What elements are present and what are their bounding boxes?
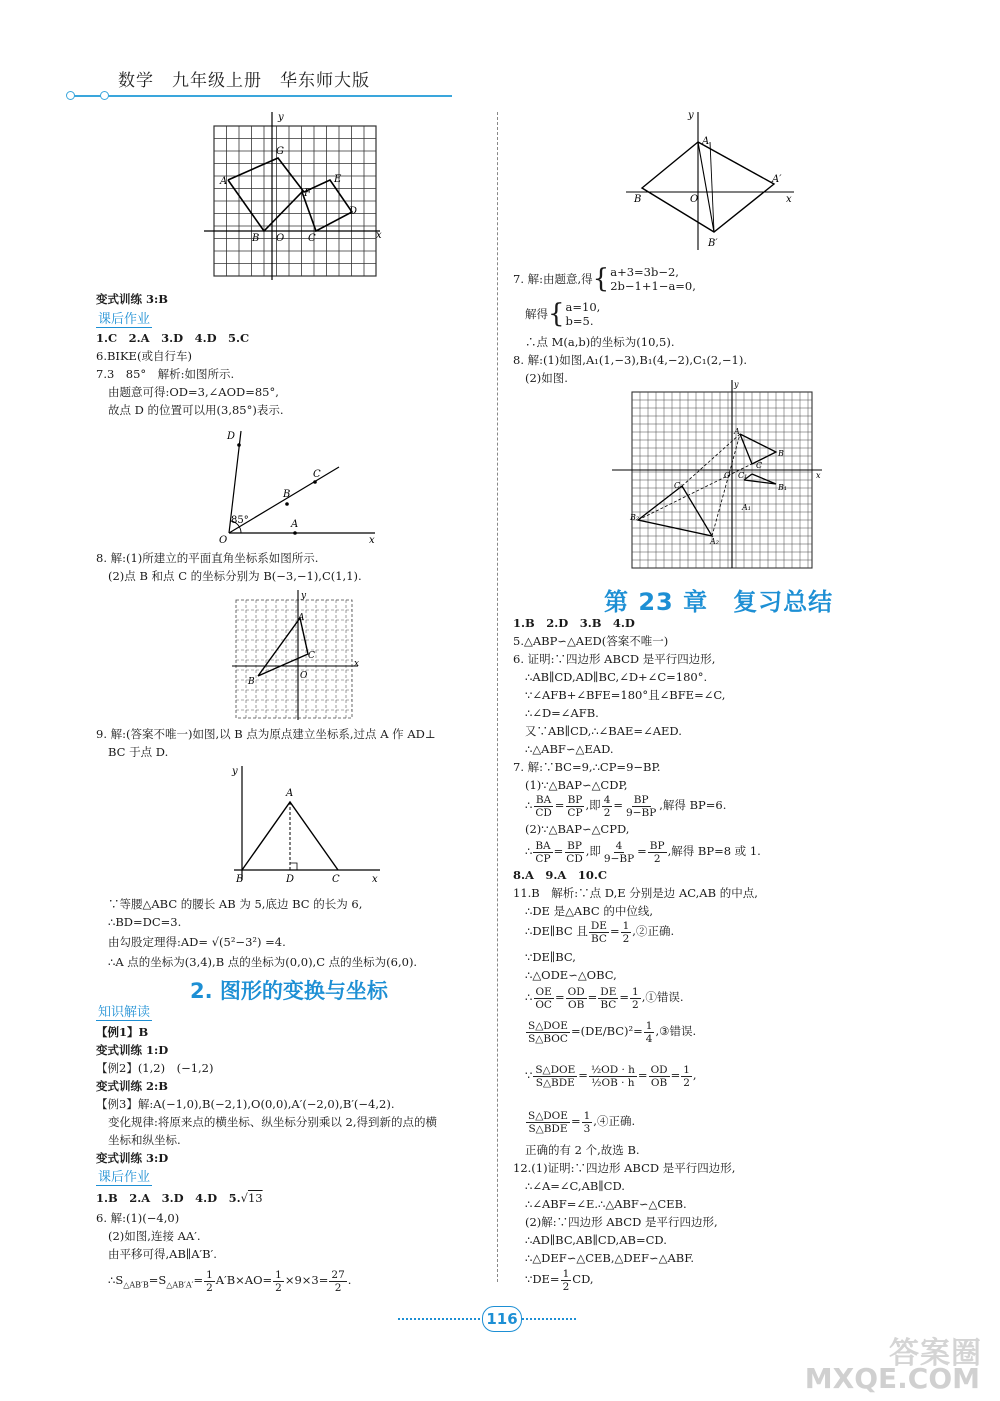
text-line: (2)点 B 和点 C 的坐标分别为 B(−3,−1),C(1,1). — [108, 569, 362, 583]
label-B-prime: B′ — [708, 238, 718, 249]
text-line: 【例3】解:A(−1,0),B(−2,1),O(0,0),A′(−2,0),B′(−4,2). — [96, 1097, 395, 1111]
label-C: C — [308, 233, 316, 244]
figure-rhombus — [622, 108, 802, 252]
label-C: C — [756, 461, 763, 470]
text-line: BC 于点 D. — [108, 745, 169, 759]
system-solution: 解得{ a=10, b=5. — [525, 299, 601, 329]
figure-grid-polygon — [200, 108, 390, 280]
polygon — [228, 158, 352, 231]
column-divider — [497, 112, 498, 1282]
text-line: 故点 D 的位置可以用(3,85°)表示. — [108, 403, 284, 417]
text-line: ∵DE∥BC, — [525, 950, 576, 964]
text-line: 6. 解:(1)(−4,0) — [96, 1211, 180, 1225]
quadrilateral — [642, 142, 774, 232]
section-title: 2. 图形的变换与坐标 — [190, 979, 388, 1003]
text-line: ∴∠A=∠C,AB∥CD. — [525, 1179, 625, 1193]
label-O: O — [690, 194, 699, 205]
fraction-line: ∵DE= $\frac{1}{2}$ CD, — [525, 1267, 594, 1293]
area-formula: $\therefore S_{\triangle AB'B}=S_{\triangle AB'A'}=$ $\frac{1}{2}$ A′B×AO= $\frac{1}{2}$ ×9×3= $\frac{27}{2}$ . — [108, 1268, 352, 1294]
text-line: 6. 证明:∵四边形 ABCD 是平行四边形, — [513, 652, 716, 666]
page-header-title: 数学 九年级上册 华东师大版 — [118, 71, 370, 91]
text-line: ∴△ODE∽△OBC, — [525, 968, 617, 982]
label-B: B — [778, 449, 784, 458]
text-line: ∴A 点的坐标为(3,4),B 点的坐标为(0,0),C 点的坐标为(6,0). — [108, 955, 418, 969]
label-A: A — [220, 176, 228, 187]
figure-dashed-grid — [228, 588, 364, 722]
label-E: E — [334, 174, 342, 185]
label-x: x — [376, 230, 382, 241]
watermark-url: MXQE.COM — [804, 1362, 980, 1395]
section-label: 知识解读 — [98, 1005, 151, 1020]
text-line: 【例2】(1,2) (−1,2) — [96, 1061, 214, 1075]
text-line: 变化规律:将原来点的横坐标、纵坐标分别乘以 2,得到新的点的横 — [108, 1115, 437, 1129]
label-C2: C₂ — [674, 481, 684, 490]
footer-dots — [522, 1318, 576, 1320]
label-O: O — [300, 671, 308, 681]
triangle-ABC — [740, 434, 776, 464]
text-line: 7. 解:∵BC=9,∴CP=9−BP. — [513, 760, 661, 774]
text-line: ∴AB∥CD,AD∥BC,∠D+∠C=180°. — [525, 670, 708, 684]
label-C: C — [308, 651, 315, 661]
label-y: y — [278, 112, 284, 123]
header-dot — [66, 91, 75, 100]
label-C: C — [313, 469, 321, 480]
text-line: 8. 解:(1)所建立的平面直角坐标系如图所示. — [96, 551, 319, 565]
text-line: 5.△ABP∽△AED(答案不唯一) — [513, 634, 669, 648]
figure-angle — [215, 425, 385, 547]
text-line: (2)解:∵四边形 ABCD 是平行四边形, — [525, 1215, 718, 1229]
label-B: B — [283, 489, 291, 500]
label-x: x — [372, 874, 378, 885]
text-line: 由平移可得,AB∥A′B′. — [108, 1247, 217, 1261]
text-line: ∴点 M(a,b)的坐标为(10,5). — [525, 335, 675, 349]
label-G: G — [276, 146, 284, 157]
fraction-line: ∴ $\frac{BA}{CD}$ = $\frac{BP}{CP}$ ,即 $\frac{4}{2}$ = $\frac{BP}{9-BP}$ ,解得 BP=6. — [525, 793, 727, 819]
label-D: D — [227, 431, 236, 442]
fraction-line: ∴ $\frac{OE}{OC}$ = $\frac{OD}{OB}$ = $\frac{DE}{BC}$ = $\frac{1}{2}$ ,①错误. — [525, 985, 684, 1011]
label-A: A — [291, 519, 299, 530]
label-B: B — [252, 233, 260, 244]
text-line: ∵∠AFB+∠BFE=180°且∠BFE=∠C, — [525, 688, 726, 702]
text-line: 变式训练 2:B — [96, 1079, 168, 1093]
label-B: B — [236, 874, 244, 885]
fraction-line: $\frac{\text{S△DOE}}{\text{S△BDE}}$ = $\frac{1}{3}$ ,④正确. — [528, 1109, 636, 1135]
text-line: 正确的有 2 个,故选 B. — [525, 1143, 640, 1157]
header-dot — [100, 91, 109, 100]
fraction-line: $\frac{\text{S△DOE}}{\text{S△BOC}}$ =(DE/BC)²= $\frac{1}{4}$ ,③错误. — [528, 1019, 697, 1045]
section-label: 课后作业 — [98, 1170, 151, 1185]
text-line: 变式训练 3:D — [96, 1151, 169, 1165]
label-y: y — [734, 380, 739, 389]
label-x: x — [369, 535, 375, 546]
system-equations: 7. 解:由题意,得{ a+3=3b−2, 2b−1+1−a=0, — [513, 264, 696, 294]
text-line: 7.3 85° 解析:如图所示. — [96, 367, 235, 381]
text-line: (2)∵△BAP∽△CPD, — [525, 822, 630, 836]
text-line: 变式训练 1:D — [96, 1043, 169, 1057]
text-line: 6.BIKE(或自行车) — [96, 349, 192, 363]
page-number: 116 — [482, 1306, 522, 1332]
label-O: O — [219, 535, 228, 546]
figure-large-grid — [612, 378, 826, 570]
chapter-title: 第 23 章 复习总结 — [604, 588, 834, 616]
label-D: D — [286, 874, 295, 885]
label-y: y — [301, 591, 307, 601]
label-A: A — [702, 136, 710, 147]
label-F: F — [304, 188, 311, 199]
fraction-line: ∴ $\frac{BA}{CP}$ = $\frac{BP}{CD}$ ,即 $\frac{4}{9-BP}$ = $\frac{BP}{2}$ ,解得 BP=8 或 1. — [525, 839, 761, 865]
label-O: O — [276, 233, 285, 244]
text-line: 又∵AB∥CD,∴∠BAE=∠AED. — [525, 724, 682, 738]
text-line: ∴∠D=∠AFB. — [525, 706, 599, 720]
label-B2: B₂ — [630, 513, 640, 522]
label-x: x — [354, 659, 360, 669]
text-line: 坐标和纵坐标. — [108, 1133, 181, 1147]
triangle — [258, 618, 308, 676]
fraction-line: ∴DE∥BC 且 $\frac{DE}{BC}$ = $\frac{1}{2}$ ,②正确. — [525, 919, 675, 945]
text-line: ∴△DEF∽△CEB,△DEF∽△ABF. — [525, 1251, 695, 1265]
label-x: x — [816, 471, 821, 480]
label-D: D — [349, 206, 358, 217]
figure-triangle — [228, 762, 388, 886]
text-line: ∴BD=DC=3. — [108, 915, 182, 929]
text-line: ∴∠ABF=∠E.∴△ABF∽△CEB. — [525, 1197, 687, 1211]
footer-dots — [398, 1318, 480, 1320]
text-line: 8. 解:(1)如图,A₁(1,−3),B₁(4,−2),C₁(2,−1). — [513, 353, 747, 367]
section-label: 课后作业 — [98, 312, 151, 327]
label-A: A — [286, 788, 294, 799]
label-y: y — [688, 110, 694, 121]
label-B: B — [248, 677, 255, 687]
label-y: y — [232, 766, 238, 777]
text-line: 11.B 解析:∵点 D,E 分别是边 AC,AB 的中点, — [513, 886, 758, 900]
text-line: 【例1】B — [96, 1025, 149, 1039]
label-angle: 85° — [231, 515, 249, 526]
watermark-logo: 答案圈 — [889, 1336, 982, 1371]
text-line: ∵等腰△ABC 的腰长 AB 为 5,底边 BC 的长为 6, — [108, 897, 363, 911]
answers-line: 1.B 2.A 3.D 4.D 5.√13 — [96, 1191, 263, 1205]
label-O: O — [724, 471, 731, 480]
answers-line: 8.A 9.A 10.C — [513, 868, 608, 882]
label-A-prime: A′ — [772, 174, 782, 185]
label-C: C — [332, 874, 340, 885]
label-A: A — [298, 613, 305, 623]
label-B: B — [634, 194, 642, 205]
text-line: (2)如图. — [525, 371, 568, 385]
label-A1: A₁ — [742, 503, 751, 512]
answers-line: 1.C 2.A 3.D 4.D 5.C — [96, 331, 250, 345]
text-line: 由勾股定理得:AD= √(5²−3²) =4. — [108, 935, 286, 949]
triangle-A2B2C2 — [638, 486, 712, 536]
label-C1: C₁ — [738, 471, 748, 480]
label-A2: A₂ — [710, 537, 719, 546]
label-B1: B₁ — [778, 483, 788, 492]
fraction-line: ∵ $\frac{\text{S△DOE}}{\text{S△BDE}}$ = $\frac{\text{½OD · h}}{\text{½OB · h}}$ = $\frac{OD}{OB}$ = $\frac{1}{2}$ , — [525, 1063, 697, 1089]
text-line: ∴AD∥BC,AB∥CD,AB=CD. — [525, 1233, 667, 1247]
text-line: ∴△ABF∽△EAD. — [525, 742, 614, 756]
text-line: (1)∵△BAP∽△CDP, — [525, 778, 628, 792]
grid — [214, 126, 376, 276]
answers-line: 1.B 2.D 3.B 4.D — [513, 616, 635, 630]
text-line: 12.(1)证明:∵四边形 ABCD 是平行四边形, — [513, 1161, 736, 1175]
text-line: 变式训练 3:B — [96, 292, 168, 306]
text-line: 由题意可得:OD=3,∠AOD=85°, — [108, 385, 279, 399]
header-rule — [72, 95, 452, 97]
text-line: ∴DE 是△ABC 的中位线, — [525, 904, 654, 918]
text-line: 9. 解:(答案不唯一)如图,以 B 点为原点建立坐标系,过点 A 作 AD⊥ — [96, 727, 436, 741]
label-A: A — [734, 427, 740, 436]
label-x: x — [786, 194, 792, 205]
text-line: (2)如图,连接 AA′. — [108, 1229, 201, 1243]
